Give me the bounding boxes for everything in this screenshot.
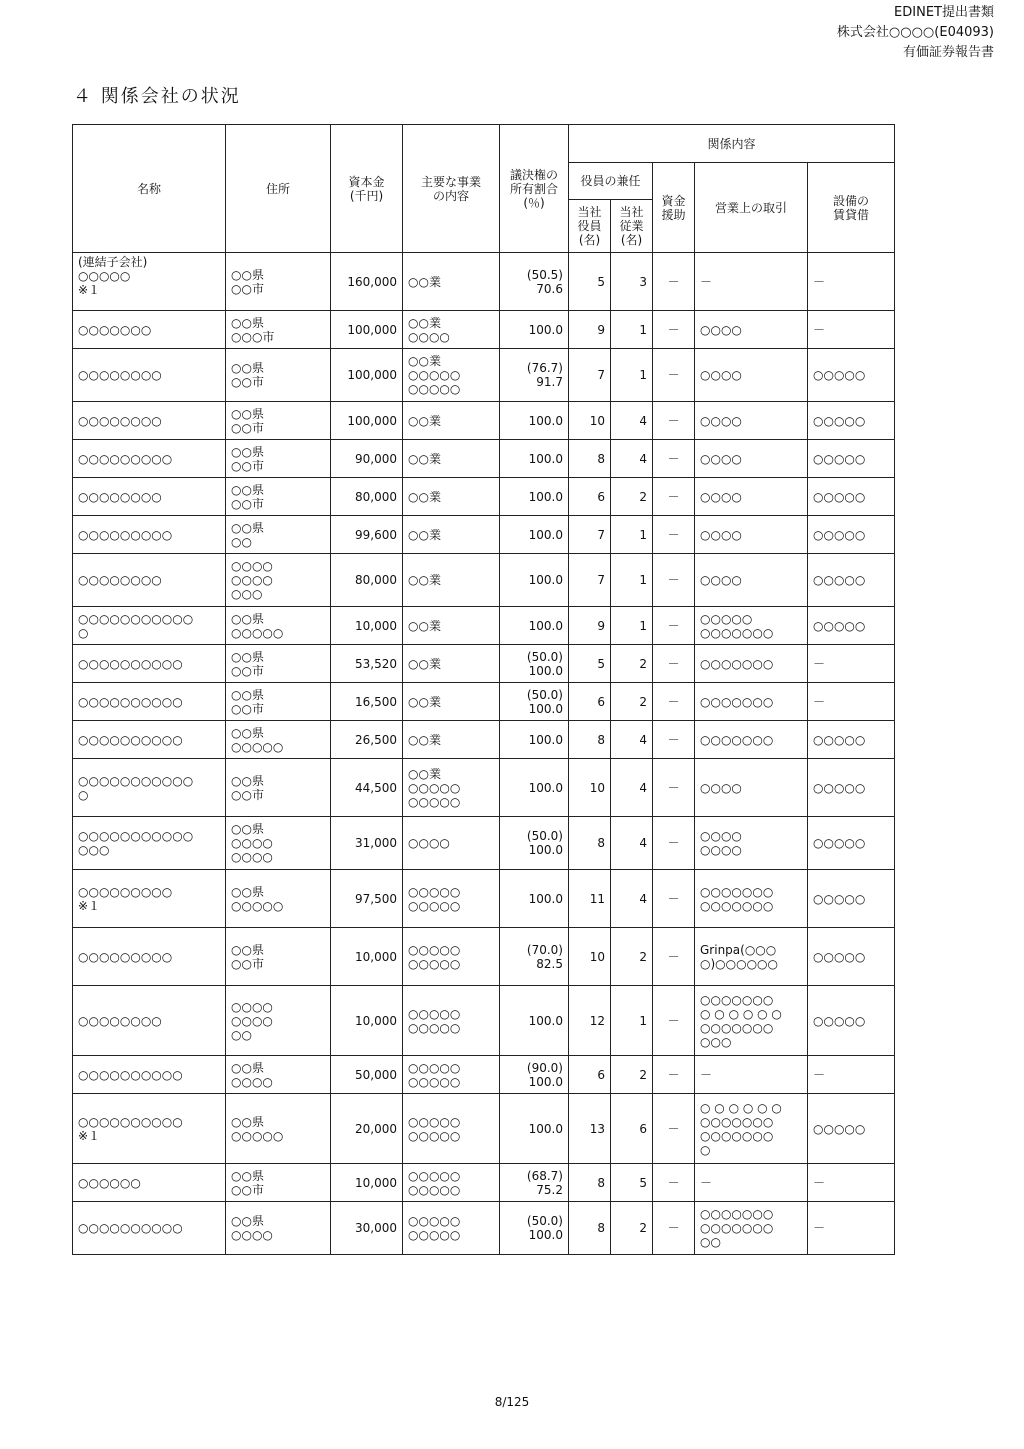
capital-value: 26,500: [331, 721, 403, 759]
facilities-value: －: [808, 683, 895, 721]
transactions-value: ○○○○: [695, 402, 808, 440]
loan-value: －: [653, 1056, 695, 1094]
col-header-officers-emp: 当社 従業 (名): [611, 200, 653, 253]
officers-count: 8: [569, 721, 611, 759]
company-name-text: ○○○○○○○○○○: [78, 656, 183, 671]
officers-count: 8: [569, 817, 611, 870]
capital-value: 50,000: [331, 1056, 403, 1094]
transactions-value: －: [695, 253, 808, 311]
col-header-officers-ours: 当社 役員 (名): [569, 200, 611, 253]
company-name-text: ○○○○○○○○: [78, 413, 162, 428]
company-name-text: ○○○○○○○○○○: [78, 732, 183, 747]
transactions-value: ○○○○: [695, 516, 808, 554]
company-address: ○○県 ○○○○○: [226, 1094, 331, 1164]
capital-value: 160,000: [331, 253, 403, 311]
facilities-value: －: [808, 645, 895, 683]
company-name: [73, 1056, 226, 1094]
capital-value: 30,000: [331, 1202, 403, 1255]
company-name: [73, 870, 226, 928]
business-type: ○○業: [403, 721, 500, 759]
company-address: ○○県 ○○○○: [226, 1056, 331, 1094]
company-name-text: ○○○○○○○: [78, 322, 152, 337]
table-row: [73, 478, 895, 516]
officers-count: 7: [569, 516, 611, 554]
table-row: [73, 607, 895, 645]
facilities-value: ○○○○○: [808, 607, 895, 645]
facilities-value: ○○○○○: [808, 554, 895, 607]
officers-count: 9: [569, 607, 611, 645]
employees-count: 4: [611, 721, 653, 759]
loan-value: －: [653, 645, 695, 683]
company-name: [73, 986, 226, 1056]
loan-value: －: [653, 607, 695, 645]
company-name-text: ○○○○○○○○○○: [78, 1067, 183, 1082]
table-row: [73, 349, 895, 402]
company-name-text: ○○○○○○○○○○ ※１: [78, 1114, 183, 1143]
table-row: [73, 311, 895, 349]
table-row: [73, 645, 895, 683]
voting-ratio: (50.0) 100.0: [500, 1202, 569, 1255]
table-row: [73, 721, 895, 759]
capital-value: 99,600: [331, 516, 403, 554]
table-row: [73, 1094, 895, 1164]
company-name-text: ○○○○○○○○○ ※１: [78, 884, 173, 913]
voting-ratio: 100.0: [500, 986, 569, 1056]
business-type: ○○業: [403, 554, 500, 607]
col-header-transactions: 営業上の取引: [695, 163, 808, 253]
loan-value: －: [653, 683, 695, 721]
voting-ratio: 100.0: [500, 870, 569, 928]
officers-count: 6: [569, 683, 611, 721]
facilities-value: ○○○○○: [808, 1094, 895, 1164]
loan-value: －: [653, 402, 695, 440]
transactions-value: ○○○○○○○: [695, 683, 808, 721]
business-type: ○○○○○ ○○○○○: [403, 986, 500, 1056]
transactions-value: ○○○○○○○: [695, 645, 808, 683]
voting-ratio: (76.7) 91.7: [500, 349, 569, 402]
officers-count: 10: [569, 928, 611, 986]
affiliates-table: [72, 124, 895, 1255]
officers-count: 5: [569, 253, 611, 311]
company-name: [73, 349, 226, 402]
company-name: [73, 478, 226, 516]
officers-count: 12: [569, 986, 611, 1056]
company-address: ○○県 ○○市: [226, 645, 331, 683]
loan-value: －: [653, 928, 695, 986]
employees-count: 1: [611, 516, 653, 554]
voting-ratio: (50.5) 70.6: [500, 253, 569, 311]
loan-value: －: [653, 554, 695, 607]
header-company: 株式会社○○○○(E04093): [836, 25, 994, 40]
company-address: ○○県 ○○市: [226, 928, 331, 986]
header-submitter: EDINET提出書類: [894, 5, 994, 20]
facilities-value: －: [808, 1164, 895, 1202]
company-name: [73, 817, 226, 870]
col-header-voting: 議決権の 所有割合 (％): [500, 125, 569, 253]
loan-value: －: [653, 1202, 695, 1255]
company-name: [73, 721, 226, 759]
transactions-value: ○○○○○○○ ○○○○○○○: [695, 870, 808, 928]
transactions-value: ○○○○○○○ ○○○○○○○ ○○: [695, 1202, 808, 1255]
page-number: 8/125: [494, 1395, 530, 1409]
capital-value: 97,500: [331, 870, 403, 928]
business-type: ○○○○: [403, 817, 500, 870]
voting-ratio: (68.7) 75.2: [500, 1164, 569, 1202]
company-name: [73, 1164, 226, 1202]
loan-value: －: [653, 440, 695, 478]
transactions-value: ○ ○ ○ ○ ○ ○ ○○○○○○○ ○○○○○○○ ○: [695, 1094, 808, 1164]
company-address: ○○県 ○○: [226, 516, 331, 554]
employees-count: 2: [611, 645, 653, 683]
employees-count: 2: [611, 683, 653, 721]
table-row: [73, 683, 895, 721]
officers-count: 13: [569, 1094, 611, 1164]
business-type: ○○業: [403, 645, 500, 683]
business-type: ○○業: [403, 607, 500, 645]
employees-count: 1: [611, 986, 653, 1056]
voting-ratio: (70.0) 82.5: [500, 928, 569, 986]
voting-ratio: (50.0) 100.0: [500, 817, 569, 870]
group-label: (連結子会社): [78, 255, 148, 269]
col-header-business: 主要な事業 の内容: [403, 125, 500, 253]
company-name-text: ○○○○○○○○○: [78, 527, 173, 542]
loan-value: －: [653, 721, 695, 759]
facilities-value: ○○○○○: [808, 817, 895, 870]
business-type: ○○業: [403, 683, 500, 721]
loan-value: －: [653, 759, 695, 817]
company-address: ○○県 ○○市: [226, 1164, 331, 1202]
table-row: [73, 440, 895, 478]
company-name: [73, 253, 226, 311]
employees-count: 2: [611, 1056, 653, 1094]
voting-ratio: 100.0: [500, 554, 569, 607]
officers-count: 6: [569, 1056, 611, 1094]
business-type: ○○○○○ ○○○○○: [403, 1164, 500, 1202]
company-name: [73, 311, 226, 349]
company-name: [73, 683, 226, 721]
transactions-value: ○○○○: [695, 311, 808, 349]
voting-ratio: 100.0: [500, 478, 569, 516]
business-type: ○○業: [403, 402, 500, 440]
table-row: [73, 516, 895, 554]
company-name: [73, 607, 226, 645]
employees-count: 4: [611, 870, 653, 928]
facilities-value: ○○○○○: [808, 516, 895, 554]
company-address: ○○県 ○○○○○: [226, 607, 331, 645]
table-row: [73, 1056, 895, 1094]
employees-count: 5: [611, 1164, 653, 1202]
company-address: ○○○○ ○○○○ ○○○: [226, 554, 331, 607]
officers-count: 7: [569, 554, 611, 607]
facilities-value: ○○○○○: [808, 349, 895, 402]
officers-count: 7: [569, 349, 611, 402]
facilities-value: －: [808, 253, 895, 311]
loan-value: －: [653, 349, 695, 402]
table-row: [73, 759, 895, 817]
company-name: [73, 554, 226, 607]
transactions-value: －: [695, 1164, 808, 1202]
company-address: ○○県 ○○市: [226, 402, 331, 440]
company-name-text: ○○○○○○: [78, 1175, 141, 1190]
officers-count: 6: [569, 478, 611, 516]
business-type: ○○○○○ ○○○○○: [403, 1094, 500, 1164]
col-header-address: 住所: [226, 125, 331, 253]
capital-value: 80,000: [331, 478, 403, 516]
table-row: [73, 817, 895, 870]
capital-value: 100,000: [331, 402, 403, 440]
employees-count: 4: [611, 402, 653, 440]
business-type: ○○○○○ ○○○○○: [403, 1202, 500, 1255]
employees-count: 6: [611, 1094, 653, 1164]
business-type: ○○業: [403, 253, 500, 311]
employees-count: 3: [611, 253, 653, 311]
business-type: ○○業: [403, 478, 500, 516]
company-address: ○○県 ○○市: [226, 759, 331, 817]
facilities-value: ○○○○○: [808, 986, 895, 1056]
business-type: ○○業 ○○○○○ ○○○○○: [403, 759, 500, 817]
facilities-value: ○○○○○: [808, 440, 895, 478]
employees-count: 2: [611, 928, 653, 986]
table-row: [73, 870, 895, 928]
facilities-value: －: [808, 311, 895, 349]
employees-count: 1: [611, 554, 653, 607]
voting-ratio: 100.0: [500, 721, 569, 759]
loan-value: －: [653, 311, 695, 349]
company-name-text: ○○○○○○○○: [78, 368, 162, 382]
loan-value: －: [653, 516, 695, 554]
col-header-capital: 資本金 (千円): [331, 125, 403, 253]
company-name-text: ○○○○○○○○○○: [78, 694, 183, 709]
company-address: ○○県 ○○○○○: [226, 721, 331, 759]
facilities-value: ○○○○○: [808, 870, 895, 928]
capital-value: 100,000: [331, 311, 403, 349]
loan-value: －: [653, 253, 695, 311]
company-name: [73, 1202, 226, 1255]
company-name-text: ○○○○○○○○○○○ ○○○: [78, 829, 194, 857]
business-type: ○○業 ○○○○○ ○○○○○: [403, 349, 500, 402]
employees-count: 2: [611, 478, 653, 516]
voting-ratio: (50.0) 100.0: [500, 645, 569, 683]
officers-count: 10: [569, 402, 611, 440]
transactions-value: ○○○○: [695, 440, 808, 478]
company-name-text: ○○○○○○○○: [78, 1013, 162, 1028]
facilities-value: ○○○○○: [808, 478, 895, 516]
employees-count: 1: [611, 607, 653, 645]
voting-ratio: 100.0: [500, 1094, 569, 1164]
officers-count: 8: [569, 1202, 611, 1255]
company-name: [73, 516, 226, 554]
company-address: ○○県 ○○○市: [226, 311, 331, 349]
company-name-text: ○○○○○ ※１: [78, 269, 131, 297]
transactions-value: ○○○○: [695, 554, 808, 607]
voting-ratio: (90.0) 100.0: [500, 1056, 569, 1094]
officers-count: 10: [569, 759, 611, 817]
business-type: ○○○○○ ○○○○○: [403, 1056, 500, 1094]
voting-ratio: 100.0: [500, 440, 569, 478]
company-address: ○○県 ○○市: [226, 440, 331, 478]
company-address: ○○県 ○○○○: [226, 1202, 331, 1255]
company-name: [73, 928, 226, 986]
capital-value: 80,000: [331, 554, 403, 607]
voting-ratio: 100.0: [500, 516, 569, 554]
company-address: ○○○○ ○○○○ ○○: [226, 986, 331, 1056]
col-header-officers: 役員の兼任: [569, 163, 653, 200]
loan-value: －: [653, 1164, 695, 1202]
company-name-text: ○○○○○○○○○: [78, 949, 173, 964]
facilities-value: ○○○○○: [808, 721, 895, 759]
company-name-text: ○○○○○○○○: [78, 489, 162, 504]
facilities-value: －: [808, 1202, 895, 1255]
employees-count: 4: [611, 440, 653, 478]
table-row: [73, 1202, 895, 1255]
business-type: ○○業: [403, 516, 500, 554]
transactions-value: ○○○○○○○: [695, 721, 808, 759]
facilities-value: ○○○○○: [808, 402, 895, 440]
company-name-text: ○○○○○○○○○○○ ○: [78, 611, 194, 640]
transactions-value: ○○○○○○○ ○ ○ ○ ○ ○ ○ ○○○○○○○ ○○○: [695, 986, 808, 1056]
transactions-value: ○○○○: [695, 349, 808, 402]
transactions-value: ○○○○○ ○○○○○○○: [695, 607, 808, 645]
transactions-value: ○○○○: [695, 478, 808, 516]
company-address: ○○県 ○○○○○: [226, 870, 331, 928]
company-address: ○○県 ○○市: [226, 349, 331, 402]
voting-ratio: 100.0: [500, 402, 569, 440]
employees-count: 2: [611, 1202, 653, 1255]
col-header-name: 名称: [73, 125, 226, 253]
transactions-value: Grinpa(○○○ ○)○○○○○○: [695, 928, 808, 986]
facilities-value: ○○○○○: [808, 928, 895, 986]
capital-value: 10,000: [331, 986, 403, 1056]
officers-count: 8: [569, 1164, 611, 1202]
transactions-value: ○○○○: [695, 759, 808, 817]
company-name-text: ○○○○○○○○○: [78, 451, 173, 466]
company-name: [73, 440, 226, 478]
facilities-value: －: [808, 1056, 895, 1094]
company-address: ○○県 ○○市: [226, 683, 331, 721]
table-row: [73, 253, 895, 311]
company-name: [73, 759, 226, 817]
company-name-text: ○○○○○○○○○○○ ○: [78, 773, 194, 802]
voting-ratio: (50.0) 100.0: [500, 683, 569, 721]
capital-value: 10,000: [331, 1164, 403, 1202]
table-row: [73, 928, 895, 986]
loan-value: －: [653, 1094, 695, 1164]
company-name-text: ○○○○○○○○: [78, 573, 162, 587]
company-address: ○○県 ○○市: [226, 478, 331, 516]
company-address: ○○県 ○○市: [226, 253, 331, 311]
voting-ratio: 100.0: [500, 759, 569, 817]
loan-value: －: [653, 478, 695, 516]
loan-value: －: [653, 870, 695, 928]
table-row: [73, 986, 895, 1056]
employees-count: 4: [611, 817, 653, 870]
header-doc-type: 有価証券報告書: [902, 45, 994, 60]
voting-ratio: 100.0: [500, 607, 569, 645]
section-title: ４ 関係会社の状況: [73, 86, 241, 107]
employees-count: 1: [611, 311, 653, 349]
capital-value: 90,000: [331, 440, 403, 478]
col-header-loan: 資金 援助: [653, 163, 695, 253]
officers-count: 8: [569, 440, 611, 478]
capital-value: 100,000: [331, 349, 403, 402]
capital-value: 20,000: [331, 1094, 403, 1164]
business-type: ○○業 ○○○○: [403, 311, 500, 349]
business-type: ○○○○○ ○○○○○: [403, 928, 500, 986]
capital-value: 53,520: [331, 645, 403, 683]
officers-count: 9: [569, 311, 611, 349]
facilities-value: ○○○○○: [808, 759, 895, 817]
company-address: ○○県 ○○○○ ○○○○: [226, 817, 331, 870]
capital-value: 10,000: [331, 928, 403, 986]
company-name: [73, 645, 226, 683]
capital-value: 10,000: [331, 607, 403, 645]
employees-count: 4: [611, 759, 653, 817]
officers-count: 5: [569, 645, 611, 683]
officers-count: 11: [569, 870, 611, 928]
company-name: [73, 1094, 226, 1164]
business-type: ○○業: [403, 440, 500, 478]
table-row: [73, 554, 895, 607]
capital-value: 31,000: [331, 817, 403, 870]
capital-value: 44,500: [331, 759, 403, 817]
transactions-value: ○○○○ ○○○○: [695, 817, 808, 870]
business-type: ○○○○○ ○○○○○: [403, 870, 500, 928]
transactions-value: －: [695, 1056, 808, 1094]
table-row: [73, 402, 895, 440]
col-header-facilities: 設備の 賃貸借: [808, 163, 895, 253]
col-header-relation: 関係内容: [569, 125, 895, 163]
loan-value: －: [653, 986, 695, 1056]
voting-ratio: 100.0: [500, 311, 569, 349]
loan-value: －: [653, 817, 695, 870]
table-row: [73, 1164, 895, 1202]
company-name-text: ○○○○○○○○○○: [78, 1221, 183, 1235]
capital-value: 16,500: [331, 683, 403, 721]
employees-count: 1: [611, 349, 653, 402]
company-name: [73, 402, 226, 440]
